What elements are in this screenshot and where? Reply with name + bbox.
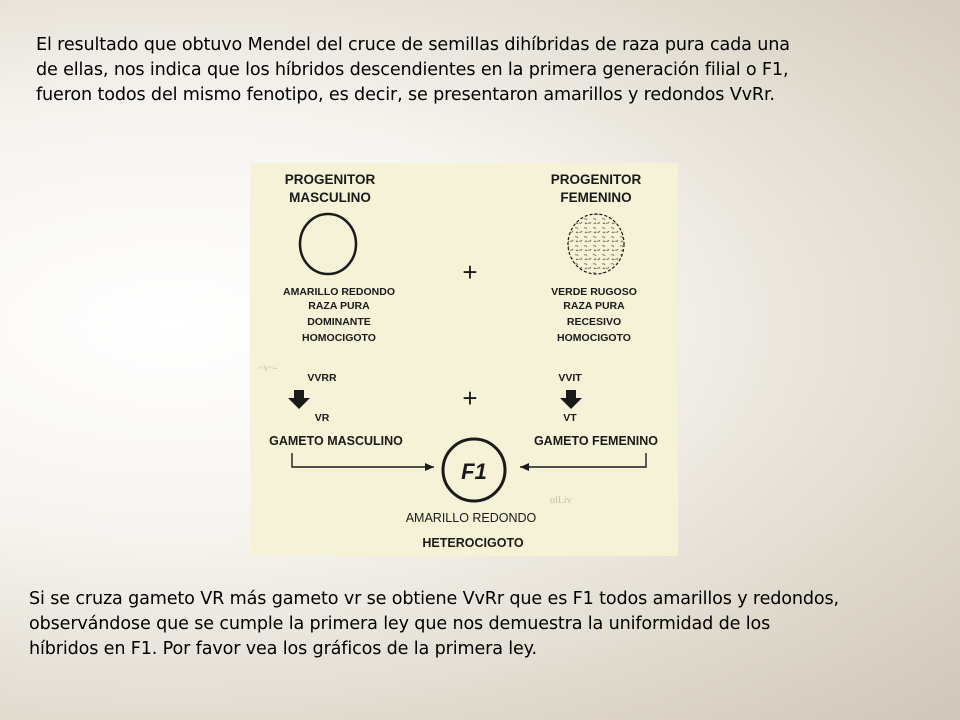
intro-line: fueron todos del mismo fenotipo, es decir, se presentaron amarillos y redondos VvRr. bbox=[36, 85, 775, 105]
male-gamete-label: GAMETO MASCULINO bbox=[269, 434, 403, 448]
male-trait: AMARILLO REDONDO bbox=[283, 286, 395, 298]
scan-smudge: ulLiv bbox=[550, 495, 572, 506]
female-parent-title: PROGENITOR bbox=[550, 172, 642, 187]
conclusion-line: observándose que se cumple la primera ley que nos demuestra la uniformidad de los bbox=[29, 614, 771, 634]
male-connector-line bbox=[292, 453, 434, 467]
gamete-cross-plus-symbol: + bbox=[462, 383, 478, 413]
female-trait: RECESIVO bbox=[566, 316, 622, 328]
yellow-round-seed-icon bbox=[300, 214, 356, 274]
female-connector-line bbox=[520, 453, 646, 467]
male-trait: DOMINANTE bbox=[307, 316, 371, 328]
female-trait: HOMOCIGOTO bbox=[557, 332, 631, 344]
intro-line: El resultado que obtuvo Mendel del cruce de semillas dihíbridas de raza pura cada una bbox=[36, 35, 790, 55]
cross-diagram-svg bbox=[250, 163, 678, 556]
male-down-arrow-icon bbox=[288, 390, 310, 409]
male-connector-arrowhead-icon bbox=[425, 463, 434, 471]
female-trait: RAZA PURA bbox=[563, 300, 625, 312]
green-wrinkled-seed-icon bbox=[568, 214, 624, 274]
female-genotype: VVIT bbox=[558, 372, 582, 384]
conclusion-line: híbridos en F1. Por favor vea los gráficos de la primera ley. bbox=[29, 639, 537, 659]
f1-phenotype: AMARILLO REDONDO bbox=[405, 511, 537, 525]
female-connector-arrowhead-icon bbox=[520, 463, 529, 471]
male-parent-title: PROGENITOR bbox=[284, 172, 376, 187]
male-trait: RAZA PURA bbox=[308, 300, 370, 312]
female-gamete-label: GAMETO FEMENINO bbox=[533, 434, 659, 448]
female-parent-subtitle: FEMENINO bbox=[560, 190, 632, 205]
male-parent-subtitle: MASCULINO bbox=[289, 190, 371, 205]
male-trait: HOMOCIGOTO bbox=[302, 332, 376, 344]
intro-line: de ellas, nos indica que los híbridos descendientes en la primera generación filial o F1, bbox=[36, 60, 789, 80]
female-trait: VERDE RUGOSO bbox=[551, 286, 637, 298]
scan-smudge: ~v~- bbox=[258, 363, 278, 374]
conclusion-line: Si se cruza gameto VR más gameto vr se obtiene VvRr que es F1 todos amarillos y redondos, bbox=[29, 589, 839, 609]
mendel-cross-diagram bbox=[250, 163, 678, 556]
conclusion-paragraph bbox=[29, 587, 944, 662]
f1-label: F1 bbox=[461, 459, 487, 484]
female-gamete-allele: VT bbox=[563, 412, 577, 424]
cross-plus-symbol: + bbox=[462, 257, 478, 287]
intro-paragraph bbox=[36, 33, 936, 108]
female-down-arrow-icon bbox=[560, 390, 582, 409]
male-gamete-allele: VR bbox=[314, 412, 330, 424]
f1-genotype-type: HETEROCIGOTO bbox=[422, 536, 524, 550]
male-genotype: VVRR bbox=[307, 372, 337, 384]
